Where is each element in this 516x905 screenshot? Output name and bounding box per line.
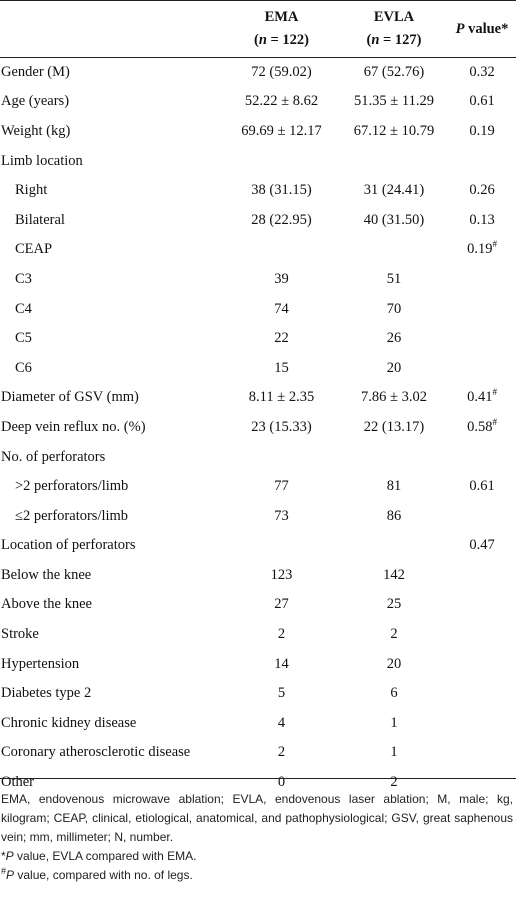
row-label: Above the knee — [1, 596, 92, 613]
row-label: Age (years) — [1, 93, 70, 110]
table-row — [0, 235, 516, 265]
table-row — [0, 324, 516, 354]
cell-ema: 69.69 ± 12.17 — [241, 122, 322, 139]
cell-p-value — [448, 176, 516, 206]
cell-ema: 0 — [277, 774, 286, 791]
cell-evla: 6 — [390, 685, 398, 702]
row-label: Limb location — [1, 152, 83, 169]
cell-p-value — [448, 649, 516, 679]
table-row — [0, 205, 516, 235]
table-footnotes — [1, 790, 513, 885]
cell-ema: 2 — [277, 626, 286, 643]
cell-ema: 73 — [274, 507, 289, 524]
cell-p-value — [448, 561, 516, 591]
row-label: Diabetes type 2 — [1, 685, 92, 702]
cell-evla: 20 — [386, 359, 402, 376]
cell-ema — [223, 442, 340, 472]
cell-ema: 15 — [274, 359, 289, 376]
cell-p-value — [448, 590, 516, 620]
cell-ema — [223, 531, 340, 561]
cell-evla: 1 — [390, 744, 398, 761]
table-header — [0, 1, 516, 58]
cell-evla: 81 — [386, 478, 402, 495]
cell-evla: 67 (52.76) — [363, 64, 425, 81]
header-ema-label: EMA — [264, 9, 299, 25]
p-value-footnote-mark: # — [492, 417, 497, 428]
row-label: Below the knee — [1, 566, 92, 583]
p-value-footnote-mark: # — [492, 239, 497, 250]
cell-p-value — [448, 738, 516, 768]
cell-evla: 1 — [390, 714, 398, 731]
cell-p-value — [448, 442, 516, 472]
header-ema — [223, 1, 340, 58]
table-row — [0, 413, 516, 443]
header-evla — [340, 1, 448, 58]
row-label: Stroke — [1, 626, 39, 643]
cell-evla: 51 — [386, 270, 402, 287]
table-row — [0, 87, 516, 117]
footnote-hash: #P value, compared with no. of legs. — [1, 866, 193, 882]
cell-evla: 22 (13.17) — [363, 418, 425, 435]
header-p-value: P value* — [455, 20, 509, 37]
cell-evla: 142 — [383, 566, 405, 583]
header-evla-label: EVLA — [373, 9, 415, 25]
p-value-text: 0.41 — [467, 389, 493, 406]
cell-evla: 31 (24.41) — [363, 182, 425, 199]
row-label: Diameter of GSV (mm) — [1, 389, 139, 406]
cell-ema: 27 — [274, 596, 289, 613]
table-row — [0, 442, 516, 472]
row-label: Deep vein reflux no. (%) — [1, 418, 146, 435]
cell-ema: 72 (59.02) — [251, 64, 312, 81]
cell-ema: 4 — [277, 714, 286, 731]
row-label: C6 — [15, 359, 32, 376]
table-row — [0, 709, 516, 739]
cell-p-value — [448, 117, 516, 147]
cell-evla: 70 — [386, 300, 402, 317]
table-row — [0, 353, 516, 383]
cell-p-value — [448, 501, 516, 531]
cell-p-value — [448, 472, 516, 502]
cell-evla: 20 — [386, 655, 402, 672]
table-row — [0, 590, 516, 620]
cell-p-value — [448, 709, 516, 739]
p-value-text: 0.61 — [469, 93, 495, 110]
cell-ema — [223, 235, 340, 265]
cell-p-value — [448, 87, 516, 117]
cell-ema: 74 — [274, 300, 289, 317]
cell-evla — [340, 146, 448, 176]
row-label: Coronary atherosclerotic disease — [1, 744, 191, 761]
cell-evla — [340, 531, 448, 561]
header-ema-n: (n = 122) — [253, 32, 309, 48]
cell-p-value — [448, 383, 516, 413]
row-label: Chronic kidney disease — [1, 714, 137, 731]
cell-p-value — [448, 531, 516, 561]
row-label: Gender (M) — [1, 64, 70, 81]
table-row — [0, 383, 516, 413]
row-label: ≤2 perforators/limb — [15, 507, 129, 524]
cell-p-value — [448, 324, 516, 354]
cell-evla: 67.12 ± 10.79 — [353, 122, 435, 139]
table-row — [0, 679, 516, 709]
row-label: C3 — [15, 270, 32, 287]
cell-ema: 2 — [277, 744, 286, 761]
cell-evla: 2 — [390, 626, 398, 643]
row-label: C4 — [15, 300, 32, 317]
row-label: C5 — [15, 330, 32, 347]
cell-evla: 26 — [386, 330, 402, 347]
p-value-footnote-mark: # — [492, 387, 497, 398]
row-label: Right — [15, 182, 48, 199]
cell-p-value — [448, 294, 516, 324]
table-body — [0, 58, 516, 798]
cell-p-value — [448, 205, 516, 235]
table-row — [0, 738, 516, 768]
cell-evla: 51.35 ± 11.29 — [354, 93, 434, 110]
cell-evla: 86 — [386, 507, 402, 524]
cell-ema: 5 — [277, 685, 286, 702]
cell-ema: 39 — [274, 270, 289, 287]
table-row — [0, 620, 516, 650]
row-label: CEAP — [15, 241, 53, 258]
row-label: >2 perforators/limb — [15, 478, 129, 495]
table-row — [0, 531, 516, 561]
cell-p-value — [448, 265, 516, 295]
cell-ema: 123 — [270, 566, 293, 583]
table-row — [0, 117, 516, 147]
cell-evla — [340, 442, 448, 472]
cell-evla: 40 (31.50) — [363, 211, 425, 228]
table-row — [0, 294, 516, 324]
row-label: No. of perforators — [1, 448, 106, 465]
cell-evla: 2 — [390, 774, 398, 791]
cell-p-value — [448, 146, 516, 176]
cell-ema: 14 — [274, 655, 289, 672]
cell-evla — [340, 235, 448, 265]
table-row — [0, 176, 516, 206]
row-label: Weight (kg) — [1, 122, 71, 139]
row-label: Bilateral — [15, 211, 65, 228]
cell-ema — [223, 146, 340, 176]
cell-ema: 77 — [274, 478, 289, 495]
cell-ema: 23 (15.33) — [251, 418, 312, 435]
row-label: Other — [1, 774, 35, 791]
footnote-star: *P value, EVLA compared with EMA. — [1, 849, 197, 863]
cell-p-value — [448, 353, 516, 383]
footnote-abbreviations: EMA, endovenous microwave ablation; EVLA, endovenous laser ablation; M, male; kg, kilogram; CEAP, clinical, etiological, anatomical, and pathophysiological; GSV, great saphenous vein; mm, millimeter; N, number. — [1, 792, 513, 844]
table-row — [0, 472, 516, 502]
row-label: Location of perforators — [1, 537, 136, 554]
cell-p-value — [448, 58, 516, 88]
table-row — [0, 58, 516, 88]
cell-ema: 8.11 ± 2.35 — [248, 389, 315, 406]
cell-p-value — [448, 620, 516, 650]
table-row — [0, 561, 516, 591]
cell-p-value — [448, 413, 516, 443]
p-value-text: 0.58 — [467, 418, 493, 435]
cell-evla: 7.86 ± 3.02 — [361, 389, 427, 406]
cell-ema: 52.22 ± 8.62 — [244, 93, 319, 110]
table-row — [0, 501, 516, 531]
table-row — [0, 146, 516, 176]
table-bottom-rule — [0, 778, 516, 779]
table-row — [0, 649, 516, 679]
cell-evla: 25 — [386, 596, 402, 613]
p-value-text: 0.61 — [469, 478, 495, 495]
cell-ema: 28 (22.95) — [251, 211, 312, 228]
cell-ema: 38 (31.15) — [251, 182, 312, 199]
p-value-text: 0.47 — [469, 537, 495, 554]
p-value-text: 0.32 — [469, 64, 495, 81]
cell-p-value — [448, 679, 516, 709]
header-empty-cell — [0, 1, 223, 58]
cell-ema: 22 — [274, 330, 289, 347]
header-evla-n: (n = 127) — [366, 32, 422, 48]
p-value-text: 0.26 — [469, 182, 495, 199]
table-row — [0, 265, 516, 295]
p-value-text: 0.19 — [467, 241, 493, 258]
cell-p-value — [448, 235, 516, 265]
p-value-text: 0.13 — [469, 211, 495, 228]
row-label: Hypertension — [1, 655, 80, 672]
p-value-text: 0.19 — [469, 122, 495, 139]
